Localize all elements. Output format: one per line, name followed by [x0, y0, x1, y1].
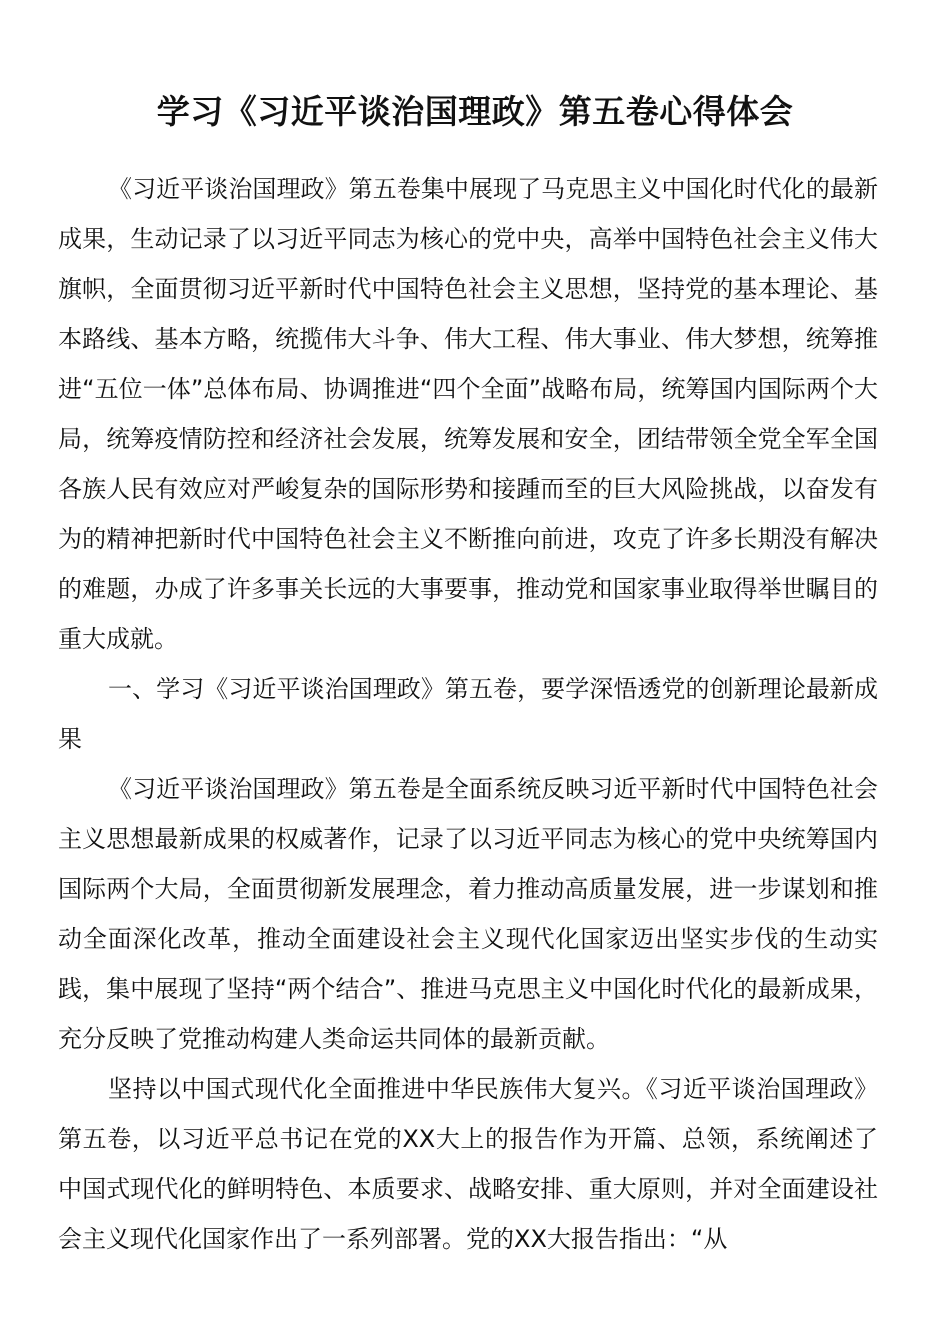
body-paragraph-2: 《习近平谈治国理政》第五卷是全面系统反映习近平新时代中国特色社会主义思想最新成果的权威著作，记录了以习近平同志为核心的党中央统筹国内国际两个大局，全面贯彻新发展理念，着力推动高质量发展，进一步谋划和推动全面深化改革，推动全面建设社会主义现代化国家迈出坚实步伐的生动实践，集中展现了坚持“两个结合”、推进马克思主义中国化时代化的最新成果，充分反映了党推动构建人类命运共同体的最新贡献。 [58, 775, 878, 1053]
body-paragraph-intro: 《习近平谈治国理政》第五卷集中展现了马克思主义中国化时代化的最新成果，生动记录了以习近平同志为核心的党中央，高举中国特色社会主义伟大旗帜，全面贯彻习近平新时代中国特色社会主义思想，坚持党的基本理论、基本路线、基本方略，统揽伟大斗争、伟大工程、伟大事业、伟大梦想，统筹推进“五位一体”总体布局、协调推进“四个全面”战略布局，统筹国内国际两个大局，统筹疫情防控和经济社会发展，统筹发展和安全，团结带领全党全军全国各族人民有效应对严峻复杂的国际形势和接踵而至的巨大风险挑战，以奋发有为的精神把新时代中国特色社会主义不断推向前进，攻克了许多长期没有解决的难题，办成了许多事关长远的大事要事，推动党和国家事业取得举世瞩目的重大成就。 [58, 175, 878, 653]
document-title: 学习《习近平谈治国理政》第五卷心得体会 [156, 92, 794, 132]
section-heading-1: 一、学习《习近平谈治国理政》第五卷，要学深悟透党的创新理论最新成果 [58, 675, 878, 753]
document-body [58, 164, 878, 1264]
body-paragraph-3: 坚持以中国式现代化全面推进中华民族伟大复兴。《习近平谈治国理政》第五卷，以习近平总书记在党的XX大上的报告作为开篇、总领，系统阐述了中国式现代化的鲜明特色、本质要求、战略安排、重大原则，并对全面建设社会主义现代化国家作出了一系列部署。党的XX大报告指出：“从 [58, 1075, 878, 1253]
